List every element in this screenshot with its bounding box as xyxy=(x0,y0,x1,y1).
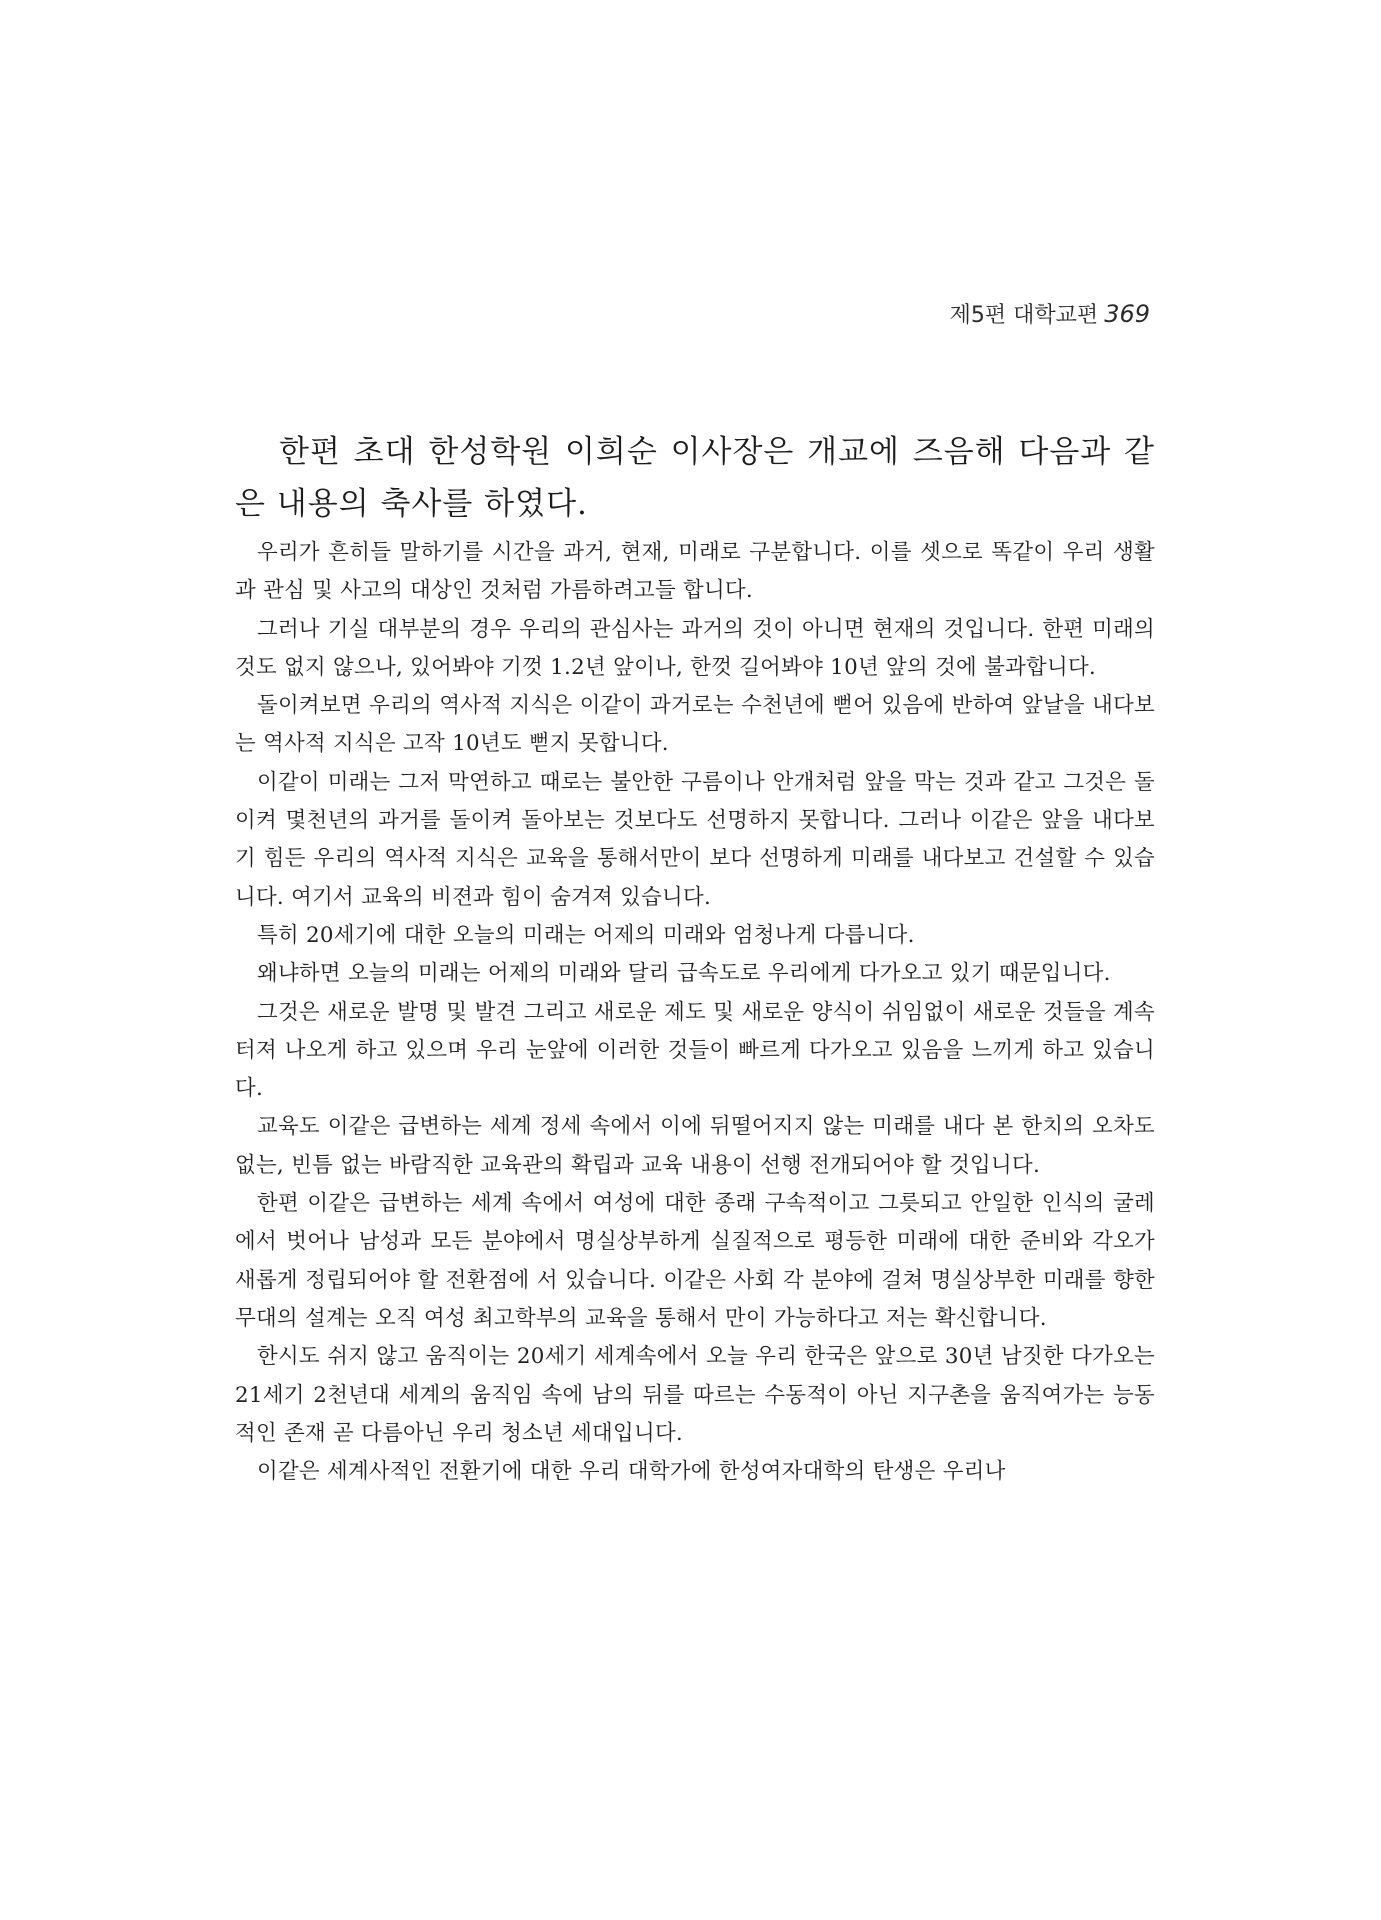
speech-paragraph: 왜냐하면 오늘의 미래는 어제의 미래와 달리 급속도로 우리에게 다가오고 있기 때문입니다. xyxy=(257,961,1111,987)
speech-paragraph: 한편 이같은 급변하는 세계 속에서 여성에 대한 종래 구속적이고 그릇되고 안일한 인식의 굴레에서 벗어나 남성과 모든 분야에서 명실상부하게 실질적으로 평등한 미래에 대한 준비와 각오가 새롭게 정립되어야 할 전환점에 서 있습니다. 이같은 사회 각 분야에 걸쳐 명실상부한 미래를 향한 무대의 설계는 오직 여성 최고학부의 교육을 통해서 만이 가능하다고 저는 확신합니다. xyxy=(235,1191,1155,1331)
congratulatory-speech xyxy=(235,534,1155,1491)
page-number: 369 xyxy=(1104,300,1150,328)
running-header xyxy=(900,298,1150,329)
intro-paragraph: 한편 초대 한성학원 이희순 이사장은 개교에 즈음해 다음과 같은 내용의 축사를 하였다. xyxy=(235,434,1155,522)
speech-paragraph: 이같이 미래는 그저 막연하고 때로는 불안한 구름이나 안개처럼 앞을 막는 것과 같고 그것은 돌이켜 몇천년의 과거를 돌이켜 돌아보는 것보다도 선명하지 못합니다. 그러나 이같은 앞을 내다보기 힘든 우리의 역사적 지식은 교육을 통해서만이 보다 선명하게 미래를 내다보고 건설할 수 있습니다. 여기서 교육의 비젼과 힘이 숨겨져 있습니다. xyxy=(235,769,1155,910)
speech-paragraph: 이같은 세계사적인 전환기에 대한 우리 대학가에 한성여자대학의 탄생은 우리나 xyxy=(257,1459,1006,1485)
speech-paragraph: 특히 20세기에 대한 오늘의 미래는 어제의 미래와 엄청나게 다릅니다. xyxy=(257,922,915,948)
speech-paragraph: 우리가 흔히들 말하기를 시간을 과거, 현재, 미래로 구분합니다. 이를 셋으로 똑같이 우리 생활과 관심 및 사고의 대상인 것처럼 가름하려고들 합니다. xyxy=(235,540,1155,604)
speech-paragraph: 한시도 쉬지 않고 움직이는 20세기 세계속에서 오늘 우리 한국은 앞으로 30년 남짓한 다가오는 21세기 2천년대 세계의 움직임 속에 남의 뒤를 따르는 수동적이 아닌 지구촌을 움직여가는 능동적인 존재 곧 다름아닌 우리 청소년 세대입니다. xyxy=(235,1344,1155,1446)
speech-paragraph: 돌이켜보면 우리의 역사적 지식은 이같이 과거로는 수천년에 뻗어 있음에 반하여 앞날을 내다보는 역사적 지식은 고작 10년도 뻗지 못합니다. xyxy=(235,693,1155,757)
section-title: 제5편 대학교편 xyxy=(949,303,1099,328)
speech-paragraph: 그러나 기실 대부분의 경우 우리의 관심사는 과거의 것이 아니면 현재의 것입니다. 한편 미래의 것도 없지 않으나, 있어봐야 기껏 1.2년 앞이나, 한껏 길어봐야 10년 앞의 것에 불과합니다. xyxy=(235,616,1155,680)
speech-paragraph: 그것은 새로운 발명 및 발견 그리고 새로운 제도 및 새로운 양식이 쉬임없이 새로운 것들을 계속 터져 나오게 하고 있으며 우리 눈앞에 이러한 것들이 빠르게 다가오고 있음을 느끼게 하고 있습니다. xyxy=(235,999,1155,1102)
speech-paragraph: 교육도 이같은 급변하는 세계 정세 속에서 이에 뒤떨어지지 않는 미래를 내다 본 한치의 오차도 없는, 빈틈 없는 바람직한 교육관의 확립과 교육 내용이 선행 전개되어야 할 것입니다. xyxy=(235,1114,1155,1178)
